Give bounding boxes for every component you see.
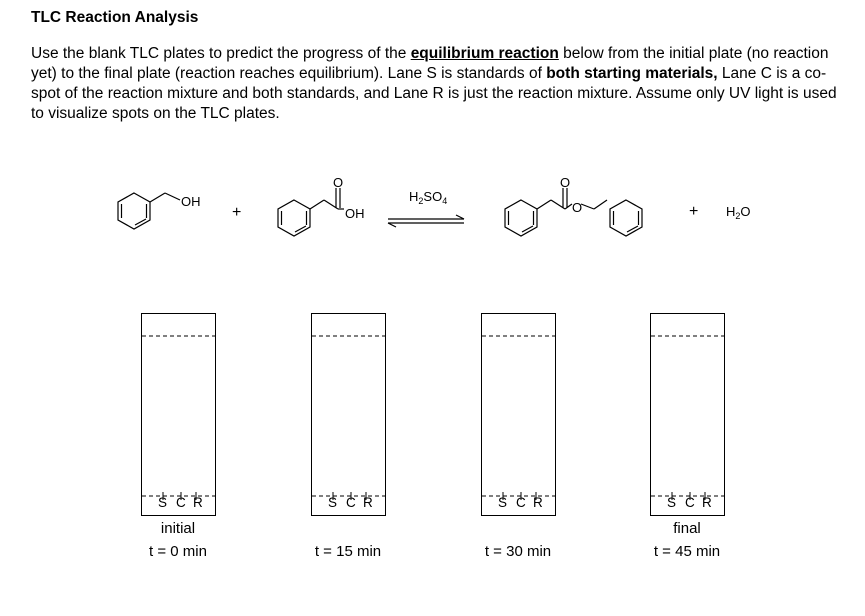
ester-o-label: O (572, 200, 583, 215)
plate-time-45: t = 45 min (653, 543, 721, 560)
lane-label-r: R (533, 495, 543, 510)
lane-label-c: C (346, 495, 356, 510)
lane-label-c: C (685, 495, 695, 510)
lane-label-s: S (667, 495, 677, 510)
benzyl-oh-bond (165, 193, 180, 200)
lane-label-r: R (702, 495, 712, 510)
page-title: TLC Reaction Analysis (31, 9, 199, 26)
tlc-plate-15min[interactable] (311, 313, 386, 516)
instructions-text-3: Lane C is a co-spot of the reaction mixture and both standards, and Lane R is just the reaction mixture. Assume only UV light is used to visualize spots on the TLC plates. (31, 65, 837, 122)
instructions-paragraph (31, 44, 846, 124)
benzyl-ch2-bond (150, 193, 165, 202)
reaction-scheme (0, 160, 865, 270)
tlc-plate-markings (482, 314, 557, 517)
tlc-plate-final[interactable] (650, 313, 725, 516)
plate-time-15: t = 15 min (314, 543, 382, 560)
water-label: $H_2O$ (726, 204, 751, 221)
lane-label-c: C (516, 495, 526, 510)
carbonyl-o-label-1: O (333, 175, 344, 190)
tlc-plate-initial[interactable] (141, 313, 216, 516)
plate-time-0: t = 0 min (149, 543, 207, 560)
tlc-plate-markings (651, 314, 726, 517)
instructions-text-2: below from the initial plate (no reaction yet) to the final plate (reaction reaches equilibrium). Lane S is standards of (31, 45, 829, 82)
lane-label-s: S (158, 495, 168, 510)
tlc-plate-markings (142, 314, 217, 517)
hydroxyl-label-2: OH (345, 206, 365, 221)
equilibrium-arrows (388, 215, 464, 227)
carbonyl-o-label-2: O (560, 175, 571, 190)
plus-sign-1: + (232, 204, 242, 221)
lane-label-s: S (498, 495, 508, 510)
instructions-emphasis-equilibrium: equilibrium reaction (410, 45, 559, 62)
plate-caption-initial: initial (160, 520, 196, 537)
plus-sign-2: + (689, 203, 699, 220)
plate-caption-final: final (673, 520, 701, 537)
benzene-ring-4 (610, 200, 642, 236)
acid-ch2-bond (310, 200, 324, 209)
catalyst-label: $H_2SO_4$ (409, 189, 448, 206)
lane-label-r: R (363, 495, 373, 510)
instructions-emphasis-starting-materials: both starting materials, (546, 65, 718, 82)
hydroxyl-label-1: OH (181, 194, 201, 209)
tlc-plate-markings (312, 314, 387, 517)
instructions-text-1: Use the blank TLC plates to predict the progress of the (31, 45, 411, 62)
lane-label-r: R (193, 495, 203, 510)
lane-label-s: S (328, 495, 338, 510)
tlc-plate-30min[interactable] (481, 313, 556, 516)
benzene-ring-2 (278, 200, 310, 236)
benzene-ring-3 (505, 200, 537, 236)
lane-label-c: C (176, 495, 186, 510)
benzene-ring-1 (118, 193, 150, 229)
plate-time-30: t = 30 min (484, 543, 552, 560)
